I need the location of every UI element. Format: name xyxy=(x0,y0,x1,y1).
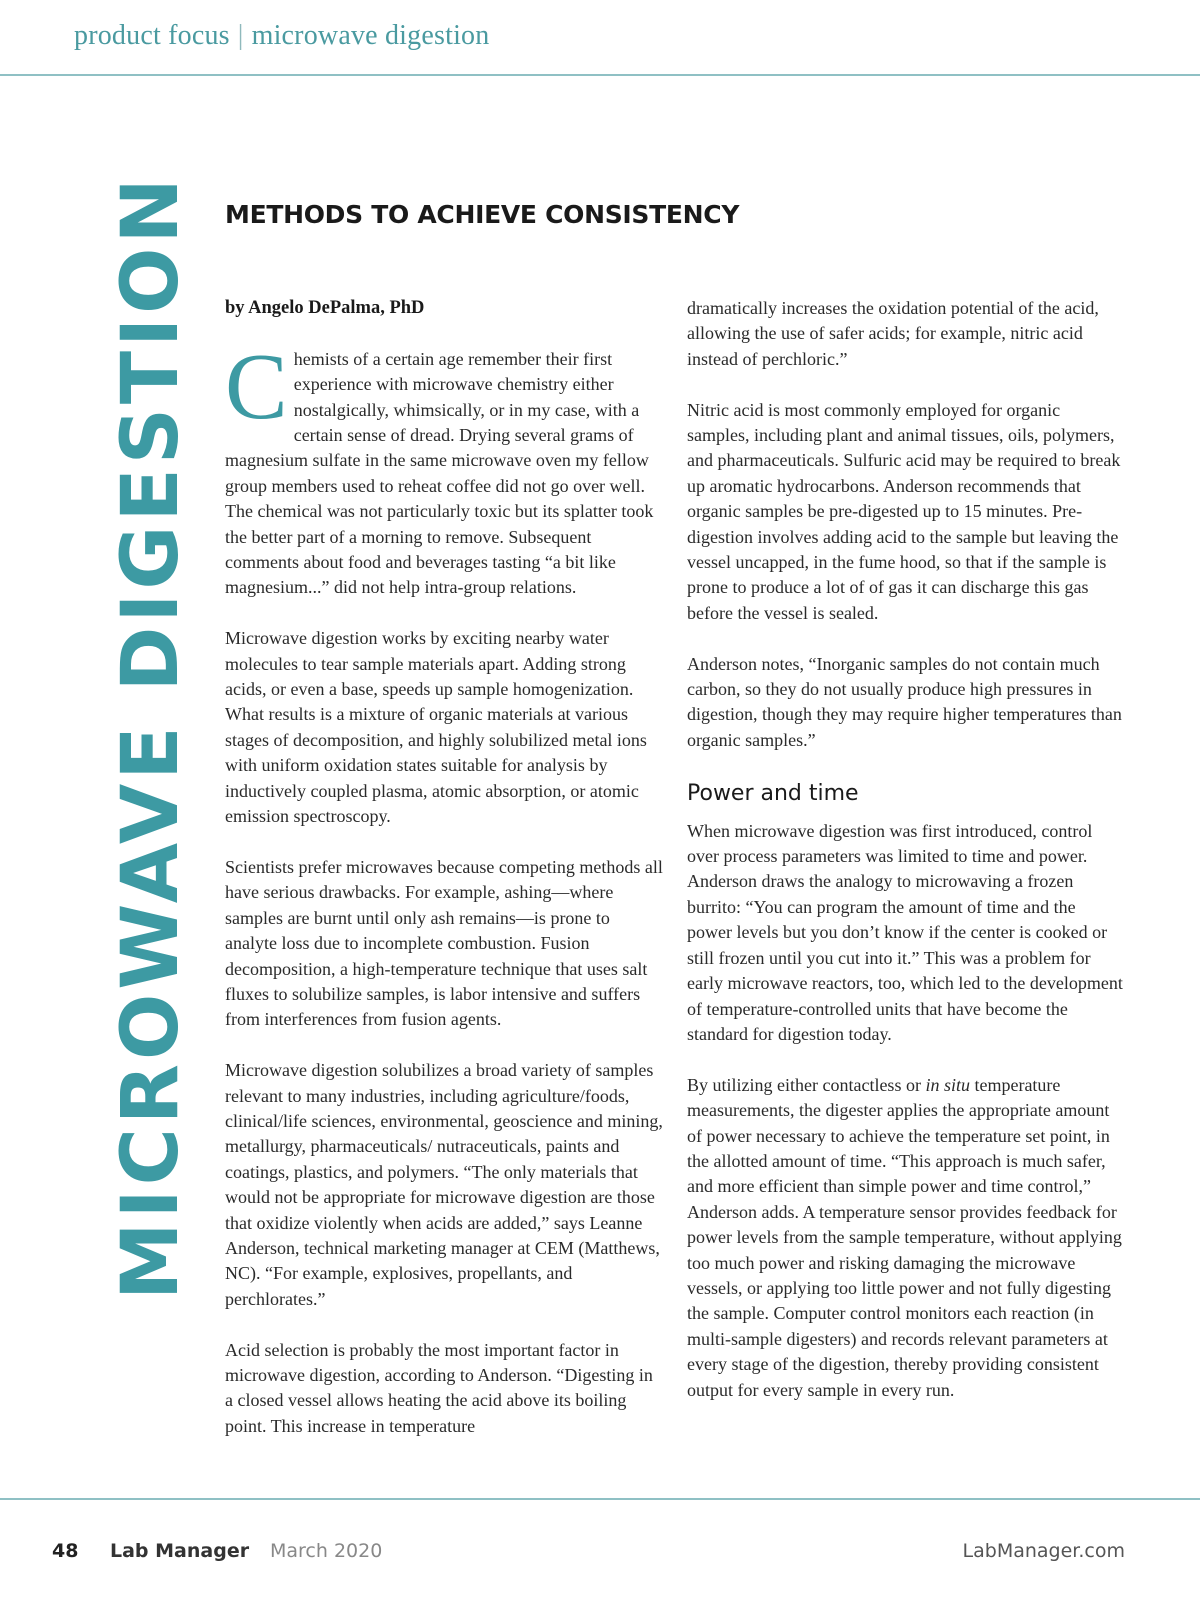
paragraph xyxy=(225,334,665,601)
paragraph: Microwave digestion works by exciting nearby water molecules to tear sample materials apart. Adding strong acids, or even a base, speeds up sample homogenization. What results is a mixture of organic materials at various stages of decomposition, and highly solubilized metal ions with uniform oxidation states suitable for analysis by inductively coupled plasma, atomic absorption, or atomic emission spectroscopy. xyxy=(225,628,647,827)
paragraph-text: hemists of a certain age remember their first experience with microwave chemistry either nostalgically, whimsically, or in my case, with a certain sense of dread. Drying several grams of magnesium sulfate in the same microwave oven my fellow group members used to reheat coffee did not go over well. The chemical was not particularly toxic but its splatter took the better part of a morning to remove. Subsequent comments about food and beverages tasting “a bit like magnesium...” did not help intra-group relations. xyxy=(225,348,654,598)
website-url: LabManager.com xyxy=(962,1540,1125,1562)
paragraph-text: temperature measurements, the digester applies the appropriate amount of power necessary to achieve the temperature set point, in the allotted amount of time. “This approach is much safer, and more efficient than simple power and time control,” Anderson adds. A temperature sensor provides feedback for power levels from the sample temperature, without applying too much power and risking damaging the microwave vessels, or applying too little power and not fully digesting the sample. Computer control monitors each reaction (in multi-sample digesters) and records relevant parameters at every stage of the digestion, thereby providing consistent output for every sample in every run. xyxy=(687,1074,1122,1400)
header-rule xyxy=(0,74,1200,76)
side-title: MICROWAVE DIGESTION xyxy=(106,174,196,1300)
article-title: METHODS TO ACHIEVE CONSISTENCY xyxy=(225,200,740,229)
paragraph: Anderson notes, “Inorganic samples do not contain much carbon, so they do not usually produce high pressures in digestion, though they may require higher temperatures than organic samples.” xyxy=(687,653,1122,750)
subhead-power-and-time: Power and time xyxy=(687,780,859,806)
paragraph: dramatically increases the oxidation potential of the acid, allowing the use of safer acids; for example, nitric acid instead of perchloric.” xyxy=(687,298,1099,369)
paragraph: Microwave digestion solubilizes a broad variety of samples relevant to many industries, including agriculture/foods, clinical/life sciences, environmental, geoscience and mining, metallurgy, pharmaceuticals/ nutraceuticals, paints and coatings, plastics, and polymers. “The only materials that would not be appropriate for microwave digestion are those that oxidize violently when acids are added,” says Leanne Anderson, technical marketing manager at CEM (Matthews, NC). “For example, explosives, propellants, and perchlorates.” xyxy=(225,1060,663,1309)
paragraph: Scientists prefer microwaves because competing methods all have serious drawbacks. For example, ashing—where samples are burnt until only ash remains—is prone to analyte loss due to incomplete combustion. Fusion decomposition, a high-temperature technique that uses salt fluxes to solubilize samples, is labor intensive and suffers from interferences from fusion agents. xyxy=(225,856,663,1030)
paragraph xyxy=(687,1073,1125,1403)
article-column-left xyxy=(225,296,665,1465)
paragraph: Nitric acid is most commonly employed for organic samples, including plant and animal tissues, oils, polymers, and pharmaceuticals. Sulfuric acid may be required to break up aromatic hydrocarbons. Anderson recommends that organic samples be pre-digested up to 15 minutes. Pre-digestion involves adding acid to the sample but leaving the vessel uncapped, in the fume hood, so that if the sample is prone to produce a lot of of gas it can discharge this gas before the vessel is sealed. xyxy=(687,399,1121,623)
byline: by Angelo DePalma, PhD xyxy=(225,298,425,318)
running-header xyxy=(74,20,489,52)
header-section: product focus xyxy=(74,20,230,51)
header-topic: microwave digestion xyxy=(251,20,490,51)
paragraph-text: By utilizing either contactless or xyxy=(687,1074,926,1095)
publication-name: Lab Manager xyxy=(110,1540,250,1562)
page-footer xyxy=(0,1540,1200,1572)
issue-date: March 2020 xyxy=(270,1540,383,1562)
page-number: 48 xyxy=(52,1540,79,1562)
article-column-right xyxy=(687,296,1125,1428)
paragraph: Acid selection is probably the most important factor in microwave digestion, according to Anderson. “Digesting in a closed vessel allows heating the acid above its boiling point. This increase in temperature xyxy=(225,1339,653,1436)
paragraph: When microwave digestion was first introduced, control over process parameters was limited to time and power. Anderson draws the analogy to microwaving a frozen burrito: “You can program the amount of time and the power levels but you don’t know if the center is cooked or still frozen until you cut into it.” This was a problem for early microwave reactors, too, which led to the development of temperature-controlled units that have become the standard for digestion today. xyxy=(687,820,1123,1044)
drop-cap: C xyxy=(225,334,288,439)
italic-term: in situ xyxy=(925,1074,970,1095)
header-separator: | xyxy=(237,20,244,51)
footer-rule xyxy=(0,1498,1200,1500)
